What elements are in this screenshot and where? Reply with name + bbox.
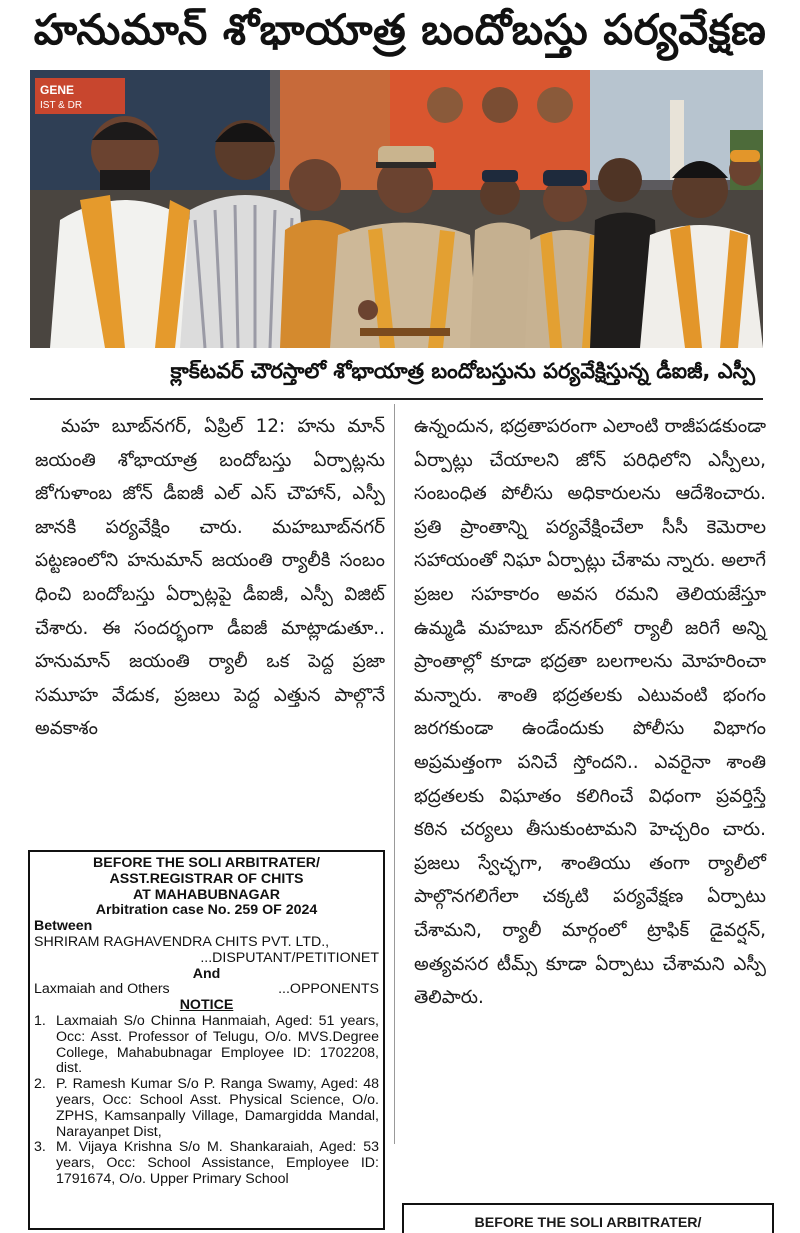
notice-party-2-role: ...OPPONENTS xyxy=(278,981,379,998)
notice-item-number: 2. xyxy=(34,1076,46,1093)
photo-caption: క్లాక్‌టవర్ చౌరస్తాలో శోభాయాత్ర బందోబస్తును పర్యవేక్షిస్తున్న డీఐజీ, ఎస్పీ xyxy=(170,359,755,383)
legal-notice-box-2 xyxy=(402,1203,774,1233)
notice-list-item xyxy=(34,1077,379,1140)
article-column-right xyxy=(414,410,766,1015)
notice-item-number: 1. xyxy=(34,1012,46,1029)
shop-sign-text-2: IST & DR xyxy=(40,100,83,111)
minaret xyxy=(670,100,684,180)
notice-list-item xyxy=(34,1014,379,1077)
notice-and: And xyxy=(192,965,221,982)
notice-item-text: M. Vijaya Krishna S/o M. Shankaraiah, Aged: 53 years, Occ: School Assistance, Employee ID: 1791674, O/o. Upper Primary School xyxy=(56,1139,379,1187)
notice-list-item xyxy=(34,1140,379,1187)
article-paragraph-right: ఉన్నందున, భద్రతాపరంగా ఎలాంటి రాజీపడకుండా ఏర్పాట్లు చేయాలని జోన్ పరిధిలోని ఎస్పీలు, సంబంధిత పోలీసు అధికారులను ఆదేశించారు. ప్రతి ప్రాంతాన్ని పర్యవేక్షించేలా సీసీ కెమెరాల సహాయంతో నిఘా ఏర్పాట్లు చేశామ న్నారు. అలాగే ప్రజల సహకారం అవస రమని తెలియజేస్తూ ఉమ్మడి మహబూ బ్‌నగర్‌లో ర్యాలీ జరిగే అన్ని ప్రాంతాల్లో కూడా భద్రతా బలగాలను మోహరించా మన్నారు. శాంతి భద్రతలకు ఎటువంటి భంగం జరగకుండా ఉండేందుకు పోలీసు విభాగం అప్రమత్తంగా పనిచే స్తోందని.. ఎవరైనా శాంతి భద్రతలకు విఘాతం కలిగించే విధంగా ప్రవర్తిస్తే కఠిన చర్యలు తీసుకుంటామని హెచ్చరిం చారు. ప్రజలు స్వేచ్ఛగా, శాంతియు తంగా ర్యాలీలో పాల్గొనగలిగేలా చక్కటి పర్యవేక్షణ ఏర్పాటు చేశామని, ర్యాలీ మార్గంలో ట్రాఫిక్ డైవర్షన్, అత్యవసర టీమ్స్ కూడా ఏర్పాటు చేశామని ఎస్పీ తెలిపారు. xyxy=(414,416,766,1009)
notice-item-text: P. Ramesh Kumar S/o P. Ranga Swamy, Aged: 48 years, Occ: School Asst. Physical Science, O/o. ZPHS, Kamsanpally Village, Damargidda Mandal, Narayanpet Dist, xyxy=(56,1076,379,1140)
notice-item-text: Laxmaiah S/o Chinna Hanmaiah, Aged: 51 years, Occ: Asst. Professor of Telugu, O/o. MVS.Degree College, Mahabubnagar Employee ID: 1702208, dist. xyxy=(56,1012,379,1077)
notice-item-number: 3. xyxy=(34,1139,46,1156)
legal-notice-box xyxy=(28,850,385,1230)
notice-2-header: BEFORE THE SOLI ARBITRATER/ xyxy=(474,1215,702,1231)
notice-header-1: BEFORE THE SOLI ARBITRATER/ xyxy=(93,855,320,871)
article-column-left xyxy=(35,410,385,746)
notice-party-1: SHRIRAM RAGHAVENDRA CHITS PVT. LTD., xyxy=(34,933,330,950)
notice-title: NOTICE xyxy=(179,997,234,1014)
headline: హనుమాన్ శోభాయాత్ర బందోబస్తు పర్యవేక్షణ xyxy=(33,5,767,54)
notice-list xyxy=(34,1014,379,1188)
notice-party-2: Laxmaiah and Others xyxy=(34,981,170,998)
news-photo xyxy=(30,70,763,348)
column-divider xyxy=(394,404,395,1144)
notice-case-number: Arbitration case No. 259 OF 2024 xyxy=(95,902,318,919)
caption-rule xyxy=(30,398,763,400)
notice-header-3: AT MAHABUBNAGAR xyxy=(132,886,281,903)
notice-party-2-row xyxy=(34,982,379,998)
notice-header-2: ASST.REGISTRAR OF CHITS xyxy=(109,870,304,887)
shop-sign-text-1: GENE xyxy=(40,83,75,97)
notice-between: Between xyxy=(34,918,93,935)
notice-party-1-role: ...DISPUTANT/PETITIONET xyxy=(200,949,379,966)
article-paragraph-left: మహ బూబ్‌నగర్, ఏప్రిల్ 12: హను మాన్ జయంతి శోభాయాత్ర బందోబస్తు ఏర్పాట్లను జోగుళాంబ జోన్ డీఐజీ ఎల్ ఎస్ చౌహాన్, ఎస్పీ జానకి పర్యవేక్షిం చారు. మహబూబ్‌నగర్ పట్టణంలోని హనుమాన్ జయంతి ర్యాలీకి సంబం ధించి బందోబస్తు ఏర్పాట్లపై డీఐజీ, ఎస్పీ విజిట్ చేశారు. ఈ సందర్భంగా డీఐజీ మాట్లాడుతూ.. హనుమాన్ జయంతి ర్యాలీ ఒక పెద్ద ప్రజా సమూహ వేడుక, ప్రజలు పెద్ద ఎత్తున పాల్గొనే అవకాశం xyxy=(35,416,385,740)
